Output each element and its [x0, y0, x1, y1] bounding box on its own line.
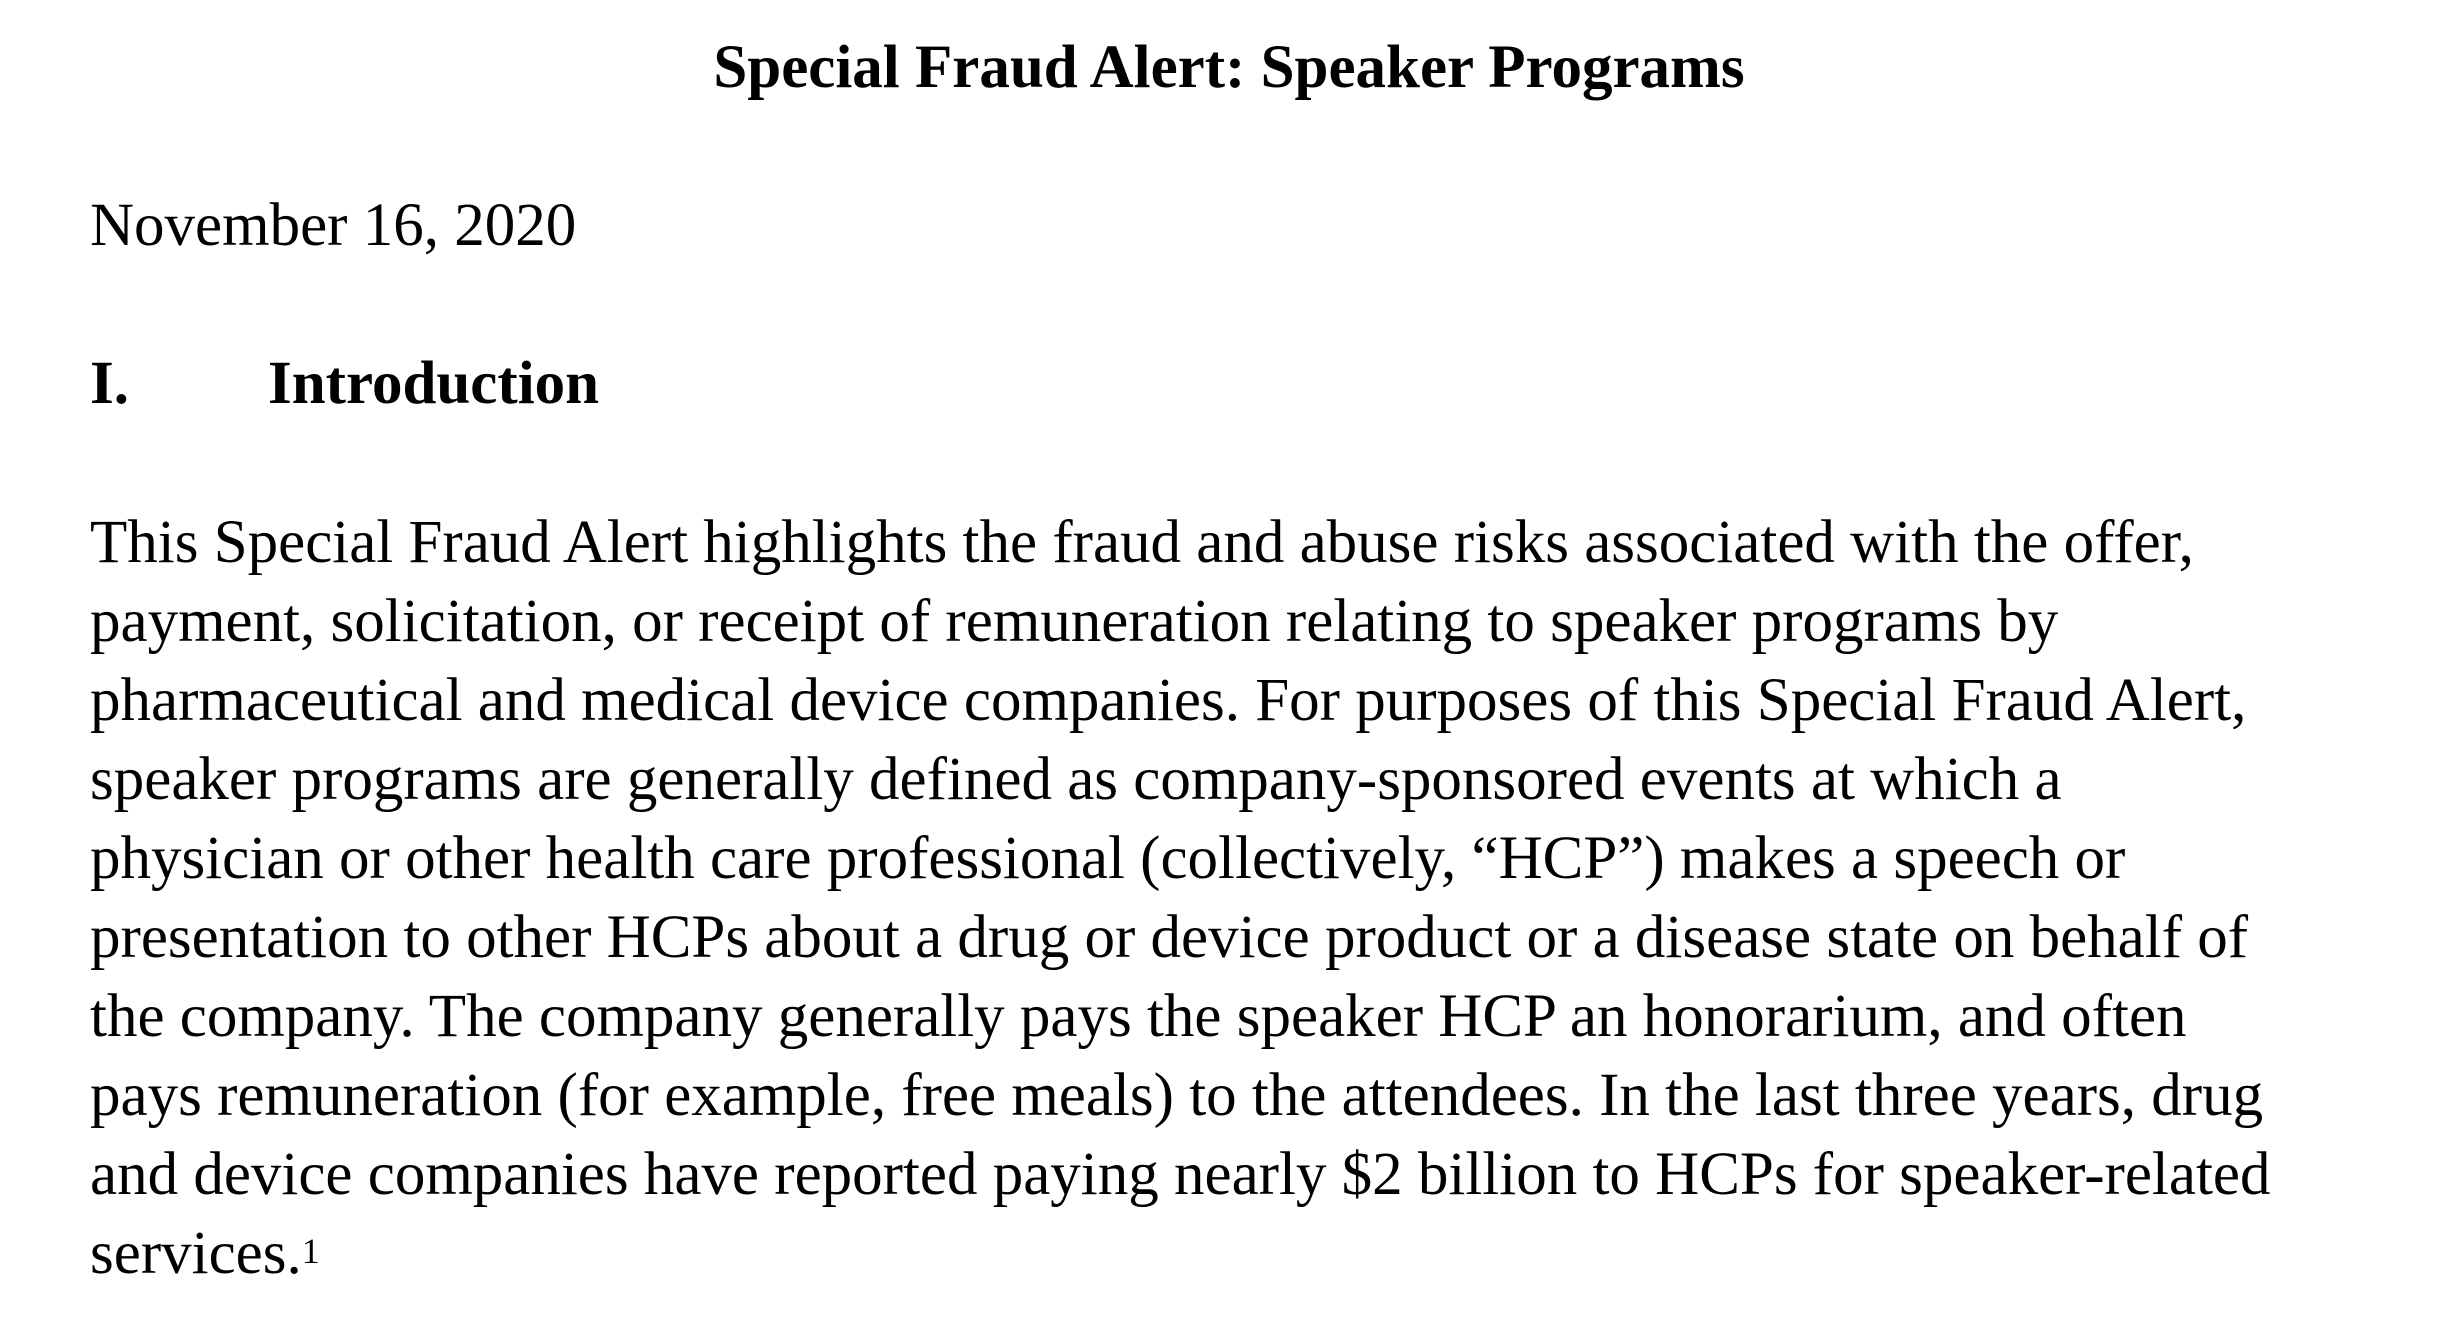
- paragraph-line: payment, solicitation, or receipt of remuneration relating to speaker programs by: [90, 588, 2059, 655]
- paragraph-line: pharmaceutical and medical device companies. For purposes of this Special Fraud Alert,: [90, 667, 2247, 734]
- section-title: Introduction: [268, 350, 600, 417]
- intro-paragraph: [90, 503, 2390, 1293]
- section-number: I.: [90, 350, 129, 417]
- paragraph-line: and device companies have reported paying nearly $2 billion to HCPs for speaker-related: [90, 1141, 2271, 1208]
- document-date: November 16, 2020: [90, 192, 577, 259]
- paragraph-line: pays remuneration (for example, free meals) to the attendees. In the last three years, drug: [90, 1062, 2264, 1129]
- footnote-reference[interactable]: 1: [301, 1231, 320, 1271]
- document-title: Special Fraud Alert: Speaker Programs: [713, 34, 1745, 101]
- paragraph-line: presentation to other HCPs about a drug or device product or a disease state on behalf of: [90, 904, 2249, 971]
- section-heading: [90, 344, 599, 424]
- paragraph-line: speaker programs are generally defined as company-sponsored events at which a: [90, 746, 2062, 813]
- paragraph-line-text: services.: [90, 1220, 302, 1287]
- paragraph-line: This Special Fraud Alert highlights the fraud and abuse risks associated with the offer,: [90, 509, 2194, 576]
- paragraph-line: physician or other health care professional (collectively, “HCP”) makes a speech or: [90, 825, 2126, 892]
- paragraph-line: the company. The company generally pays the speaker HCP an honorarium, and often: [90, 983, 2187, 1050]
- paragraph-last-line: [90, 1214, 2390, 1293]
